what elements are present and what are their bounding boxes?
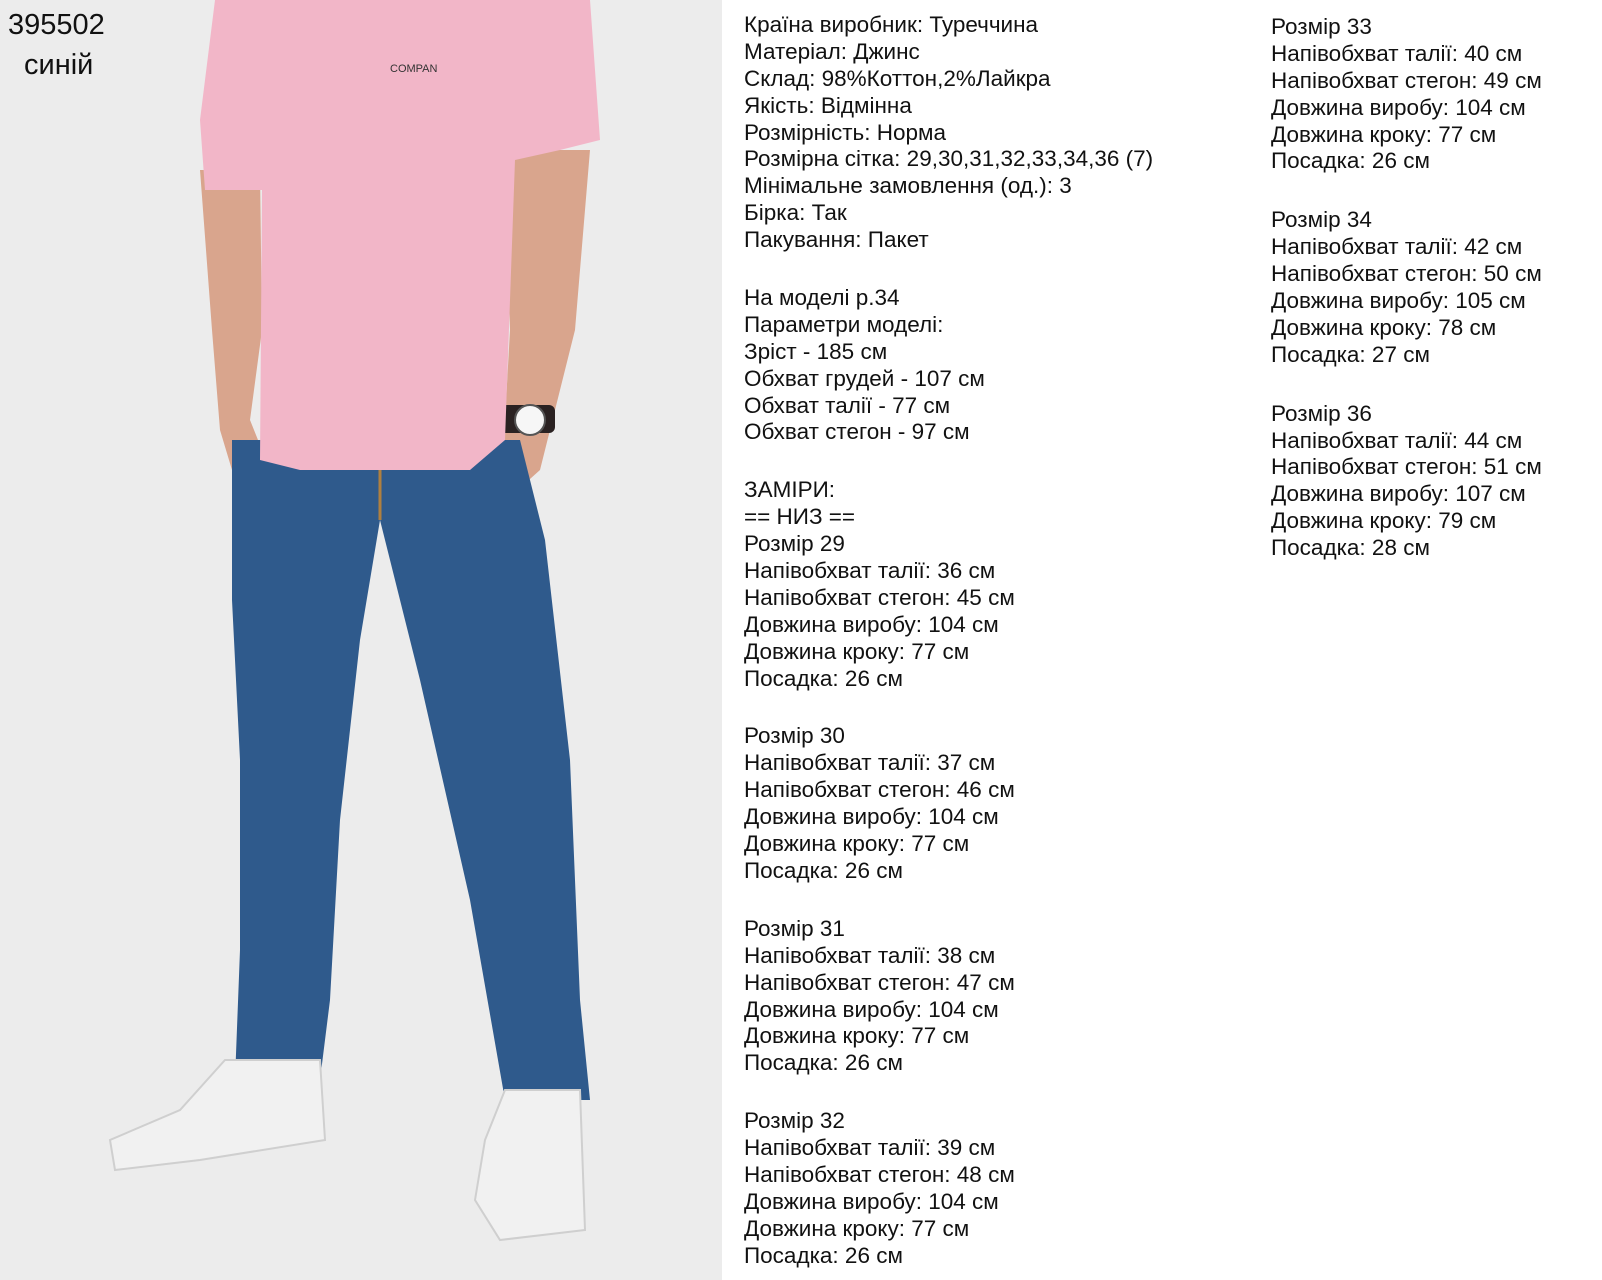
- size-line: Довжина кроку: 79 см: [1271, 508, 1497, 534]
- size-line: Довжина кроку: 77 см: [1271, 121, 1497, 147]
- size-title: Розмір 34: [1271, 207, 1372, 233]
- info-line: Пакування: Пакет: [744, 227, 929, 253]
- size-block-34: [1271, 207, 1542, 368]
- size-line: Довжина кроку: 77 см: [744, 831, 970, 857]
- info-line: Бірка: Так: [744, 200, 847, 226]
- size-line: Напівобхват стегон: 48 см: [744, 1161, 1015, 1187]
- size-line: Напівобхват стегон: 50 см: [1271, 261, 1542, 287]
- measurements-header: [744, 477, 1153, 531]
- info-line: Склад: 98%Коттон,2%Лайкра: [744, 65, 1051, 91]
- product-photo: [0, 0, 722, 1280]
- size-line: Напівобхват талії: 36 см: [744, 558, 996, 584]
- info-line: Розмірна сітка: 29,30,31,32,33,34,36 (7): [744, 146, 1154, 172]
- info-line: Матеріал: Джинс: [744, 38, 920, 64]
- product-info: [744, 12, 1153, 254]
- size-line: Посадка: 26 см: [744, 665, 903, 691]
- size-block-36: [1271, 401, 1542, 562]
- size-line: Напівобхват талії: 39 см: [744, 1135, 996, 1161]
- size-line: Напівобхват талії: 44 см: [1271, 427, 1523, 453]
- size-line: Посадка: 26 см: [744, 857, 903, 883]
- size-line: Напівобхват талії: 40 см: [1271, 40, 1523, 66]
- size-line: Посадка: 27 см: [1271, 341, 1430, 367]
- size-title: Розмір 33: [1271, 14, 1372, 39]
- size-line: Довжина виробу: 105 см: [1271, 288, 1526, 314]
- measurements-title: ЗАМІРИ:: [744, 477, 836, 503]
- size-block-31: [744, 916, 1153, 1077]
- size-line: Посадка: 28 см: [1271, 535, 1430, 561]
- size-line: Посадка: 26 см: [744, 1242, 903, 1268]
- model-illustration: [0, 0, 722, 1280]
- size-title: Розмір 30: [744, 723, 845, 749]
- size-line: Напівобхват стегон: 51 см: [1271, 454, 1542, 480]
- size-line: Довжина кроку: 77 см: [744, 1023, 970, 1049]
- size-title: Розмір 32: [744, 1108, 845, 1134]
- product-code: 395502: [8, 9, 105, 41]
- info-line: Країна виробник: Туреччина: [744, 12, 1039, 37]
- size-line: Довжина виробу: 104 см: [744, 611, 999, 637]
- size-line: Довжина виробу: 104 см: [1271, 94, 1526, 120]
- size-title: Розмір 29: [744, 531, 845, 557]
- size-line: Напівобхват талії: 37 см: [744, 750, 996, 776]
- size-line: Посадка: 26 см: [744, 1050, 903, 1076]
- size-block-29: [744, 531, 1153, 692]
- size-line: Напівобхват талії: 42 см: [1271, 234, 1523, 260]
- size-block-32: [744, 1108, 1153, 1269]
- size-line: Довжина виробу: 104 см: [744, 804, 999, 830]
- model-params: [744, 285, 1153, 446]
- specs-column-right: [1271, 14, 1542, 562]
- size-line: Напівобхват стегон: 45 см: [744, 584, 1015, 610]
- model-line: Зріст - 185 см: [744, 338, 888, 364]
- size-line: Довжина виробу: 104 см: [744, 1188, 999, 1214]
- size-title: Розмір 31: [744, 915, 845, 941]
- size-line: Довжина кроку: 78 см: [1271, 314, 1497, 340]
- size-line: Довжина кроку: 77 см: [744, 1215, 970, 1241]
- model-line: Обхват талії - 77 см: [744, 392, 951, 418]
- measurements-subtitle: == НИЗ ==: [744, 504, 856, 530]
- info-line: Мінімальне замовлення (од.): 3: [744, 173, 1072, 199]
- size-line: Довжина виробу: 104 см: [744, 996, 999, 1022]
- model-line: Обхват стегон - 97 см: [744, 419, 970, 445]
- model-line: Обхват грудей - 107 см: [744, 365, 985, 391]
- model-line: На моделі р.34: [744, 285, 900, 311]
- info-line: Розмірність: Норма: [744, 119, 947, 145]
- model-line: Параметри моделі:: [744, 311, 944, 337]
- size-block-33: [1271, 14, 1542, 175]
- size-title: Розмір 36: [1271, 400, 1372, 426]
- size-line: Довжина кроку: 77 см: [744, 638, 970, 664]
- shirt-logo: COMPAN: [390, 63, 438, 75]
- size-line: Напівобхват талії: 38 см: [744, 942, 996, 968]
- product-color: синій: [24, 49, 94, 81]
- size-line: Напівобхват стегон: 49 см: [1271, 67, 1542, 93]
- size-line: Напівобхват стегон: 47 см: [744, 969, 1015, 995]
- info-line: Якість: Відмінна: [744, 92, 912, 118]
- specs-column-left: [744, 12, 1153, 1270]
- size-line: Напівобхват стегон: 46 см: [744, 777, 1015, 803]
- size-line: Довжина виробу: 107 см: [1271, 481, 1526, 507]
- size-block-30: [744, 723, 1153, 884]
- size-line: Посадка: 26 см: [1271, 148, 1430, 174]
